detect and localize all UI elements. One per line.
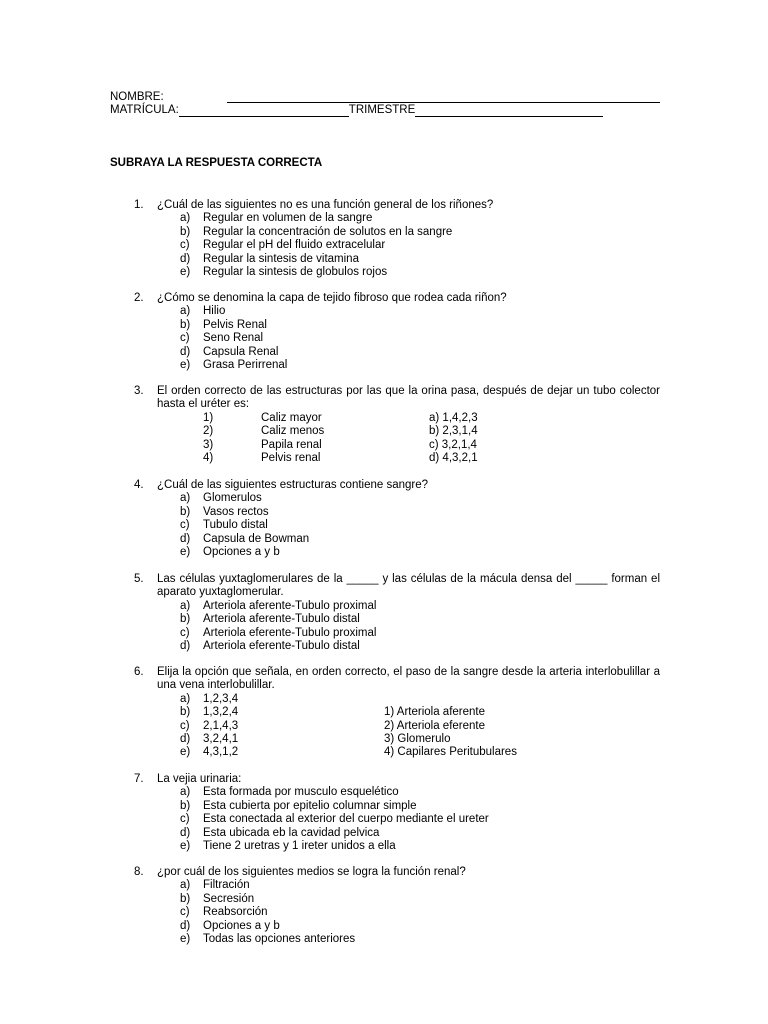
structure-row [0,425,768,438]
option-letter: d) [180,732,191,745]
option [180,359,287,372]
option-text: Arteriola aferente-Tubulo proximal [203,599,377,612]
instruction-heading: SUBRAYA LA RESPUESTA CORRECTA [110,157,323,169]
option-letter: e) [180,746,191,759]
row-name: Pelvis renal [261,451,321,464]
option-text: Regular la sintesis de globulos rojos [203,265,388,278]
reference-item: 4) Capilares Peritubulares [384,746,517,759]
option-text: Regular en volumen de la sangre [203,212,373,225]
option [180,840,489,853]
question-text: La vejia urinaria: [157,773,242,785]
nombre-label: NOMBRE: [110,91,164,103]
option-text: Arteriola aferente-Tubulo distal [203,613,360,626]
options-list [0,693,768,760]
option-text: Hilio [203,305,226,318]
option-text: 2,1,4,3 [203,719,239,732]
matricula-blank [179,105,349,117]
row-answer: b) 2,3,1,4 [429,425,478,438]
question-number: 1. [134,199,144,211]
question-text: ¿Cómo se denomina la capa de tejido fibroso que rodea cada riñon? [157,292,507,304]
options-list [180,879,355,946]
option-letter: a) [180,786,191,799]
structure-row [0,412,768,425]
question-text: ¿por cuál de los siguientes medios se logra la función renal? [157,866,466,878]
option [180,920,355,933]
row-answer: c) 3,2,1,4 [429,438,477,451]
option-text: Capsula Renal [203,345,279,358]
question-number: 6. [134,666,144,678]
options-list [180,492,309,559]
option-letter: c) [180,626,190,639]
option [0,733,768,746]
option-letter: b) [180,505,191,518]
row-name: Caliz menos [261,425,325,438]
option-text: Pelvis Renal [203,318,267,331]
row-number: 2) [203,425,214,438]
option [180,546,309,559]
option [0,693,768,706]
options-list [180,600,376,654]
options-list [180,305,287,372]
trimestre-blank [415,105,603,117]
option [180,906,355,919]
option [180,319,287,332]
option-text: Esta formada por musculo esquelético [203,786,399,799]
option-text: Glomerulos [203,492,262,505]
option [0,706,768,719]
structure-row [0,439,768,452]
option-text: Vasos rectos [203,505,269,518]
question-text: Las células yuxtaglomerulares de la _____ y las células de la mácula densa del _____ forman el aparato yuxtaglomerular. [157,573,660,599]
option-letter: e) [180,265,191,278]
option-text: Opciones a y b [203,545,280,558]
option-text: Esta conectada al exterior del cuerpo mediante el ureter [203,813,489,826]
option-text: Arteriola eferente-Tubulo distal [203,639,360,652]
question-number: 3. [134,385,144,397]
option-letter: e) [180,545,191,558]
option [180,519,309,532]
reference-item: 2) Arteriola eferente [384,719,486,732]
option-letter: d) [180,345,191,358]
option [180,827,489,840]
option-text: Secresión [203,892,255,905]
option-letter: a) [180,692,191,705]
row-number: 1) [203,411,214,424]
option [180,627,376,640]
option-text: Regular el pH del fluido extracelular [203,239,386,252]
reference-item: 1) Arteriola aferente [384,706,486,719]
option-text: Regular la concentración de solutos en la sangre [203,225,453,238]
reference-item: 3) Glomerulo [384,732,451,745]
option-letter: a) [180,879,191,892]
row-number: 3) [203,438,214,451]
option-letter: e) [180,932,191,945]
option-letter: e) [180,358,191,371]
option [180,933,355,946]
options-list [180,212,452,279]
structure-rows [0,412,768,466]
option-text: Tiene 2 uretras y 1 ireter unidos a ella [203,839,396,852]
option-letter: a) [180,492,191,505]
option [180,492,309,505]
option-letter: c) [180,719,190,732]
option [180,332,287,345]
option-letter: a) [180,212,191,225]
option-letter: c) [180,239,190,252]
option-letter: d) [180,919,191,932]
option [180,266,452,279]
option-text: 3,2,4,1 [203,732,239,745]
option-text: Seno Renal [203,332,264,345]
row-number: 4) [203,451,214,464]
option-text: 4,3,1,2 [203,746,239,759]
option [180,786,489,799]
question-number: 5. [134,573,144,585]
matricula-label: MATRÍCULA: [110,104,179,116]
option-text: Esta ubicada eb la cavidad pelvica [203,826,380,839]
option-text: Reabsorción [203,906,268,919]
nombre-blank [227,91,660,103]
question-text: ¿Cuál de las siguientes estructuras contiene sangre? [157,479,429,491]
option-letter: c) [180,813,190,826]
option-text: 1,3,2,4 [203,706,239,719]
question-number: 8. [134,866,144,878]
option [180,506,309,519]
option-letter: c) [180,519,190,532]
question-text: ¿Cuál de las siguientes no es una función general de los riñones? [157,199,494,211]
option-letter: b) [180,225,191,238]
option-letter: b) [180,613,191,626]
option [180,533,309,546]
option-letter: d) [180,532,191,545]
option-text: Regular la sintesis de vitamina [203,252,359,265]
option-text: Tubulo distal [203,519,268,532]
option [180,346,287,359]
option [180,600,376,613]
trimestre-label: TRIMESTRE [348,104,416,116]
row-answer: a) 1,4,2,3 [429,411,478,424]
option [180,640,376,653]
option-letter: b) [180,799,191,812]
question-text: Elija la opción que señala, en orden correcto, el paso de la sangre desde la arteria interlobulillar a una vena interlobulillar. [157,666,660,692]
option-text: Todas las opciones anteriores [203,932,356,945]
row-answer: d) 4,3,2,1 [429,451,478,464]
option-letter: e) [180,839,191,852]
option [180,305,287,318]
option-letter: d) [180,252,191,265]
option [180,239,452,252]
nombre-line [110,91,164,104]
option [180,800,489,813]
option [0,720,768,733]
matricula-line [110,104,603,117]
option [180,212,452,225]
option-letter: a) [180,305,191,318]
option-letter: d) [180,639,191,652]
question-number: 2. [134,292,144,304]
option-text: Esta cubierta por epitelio columnar simple [203,799,417,812]
option-text: Opciones a y b [203,919,280,932]
option-text: Arteriola eferente-Tubulo proximal [203,626,377,639]
option-letter: b) [180,318,191,331]
structure-row [0,452,768,465]
option-letter: c) [180,906,190,919]
option [180,813,489,826]
question-number: 4. [134,479,144,491]
option-letter: a) [180,599,191,612]
option-text: Grasa Perirrenal [203,358,288,371]
options-list [180,786,489,853]
option [0,746,768,759]
row-name: Caliz mayor [261,411,322,424]
question-number: 7. [134,773,144,785]
option [180,893,355,906]
option-letter: b) [180,892,191,905]
row-name: Papila renal [261,438,322,451]
option-letter: d) [180,826,191,839]
option [180,879,355,892]
option-text: Capsula de Bowman [203,532,310,545]
option-text: Filtración [203,879,250,892]
option [180,226,452,239]
option-text: 1,2,3,4 [203,692,239,705]
option-letter: c) [180,332,190,345]
option [180,253,452,266]
option-letter: b) [180,706,191,719]
option [180,613,376,626]
question-text: El orden correcto de las estructuras por las que la orina pasa, después de dejar un tubo colector hasta el uréter es: [157,385,660,411]
